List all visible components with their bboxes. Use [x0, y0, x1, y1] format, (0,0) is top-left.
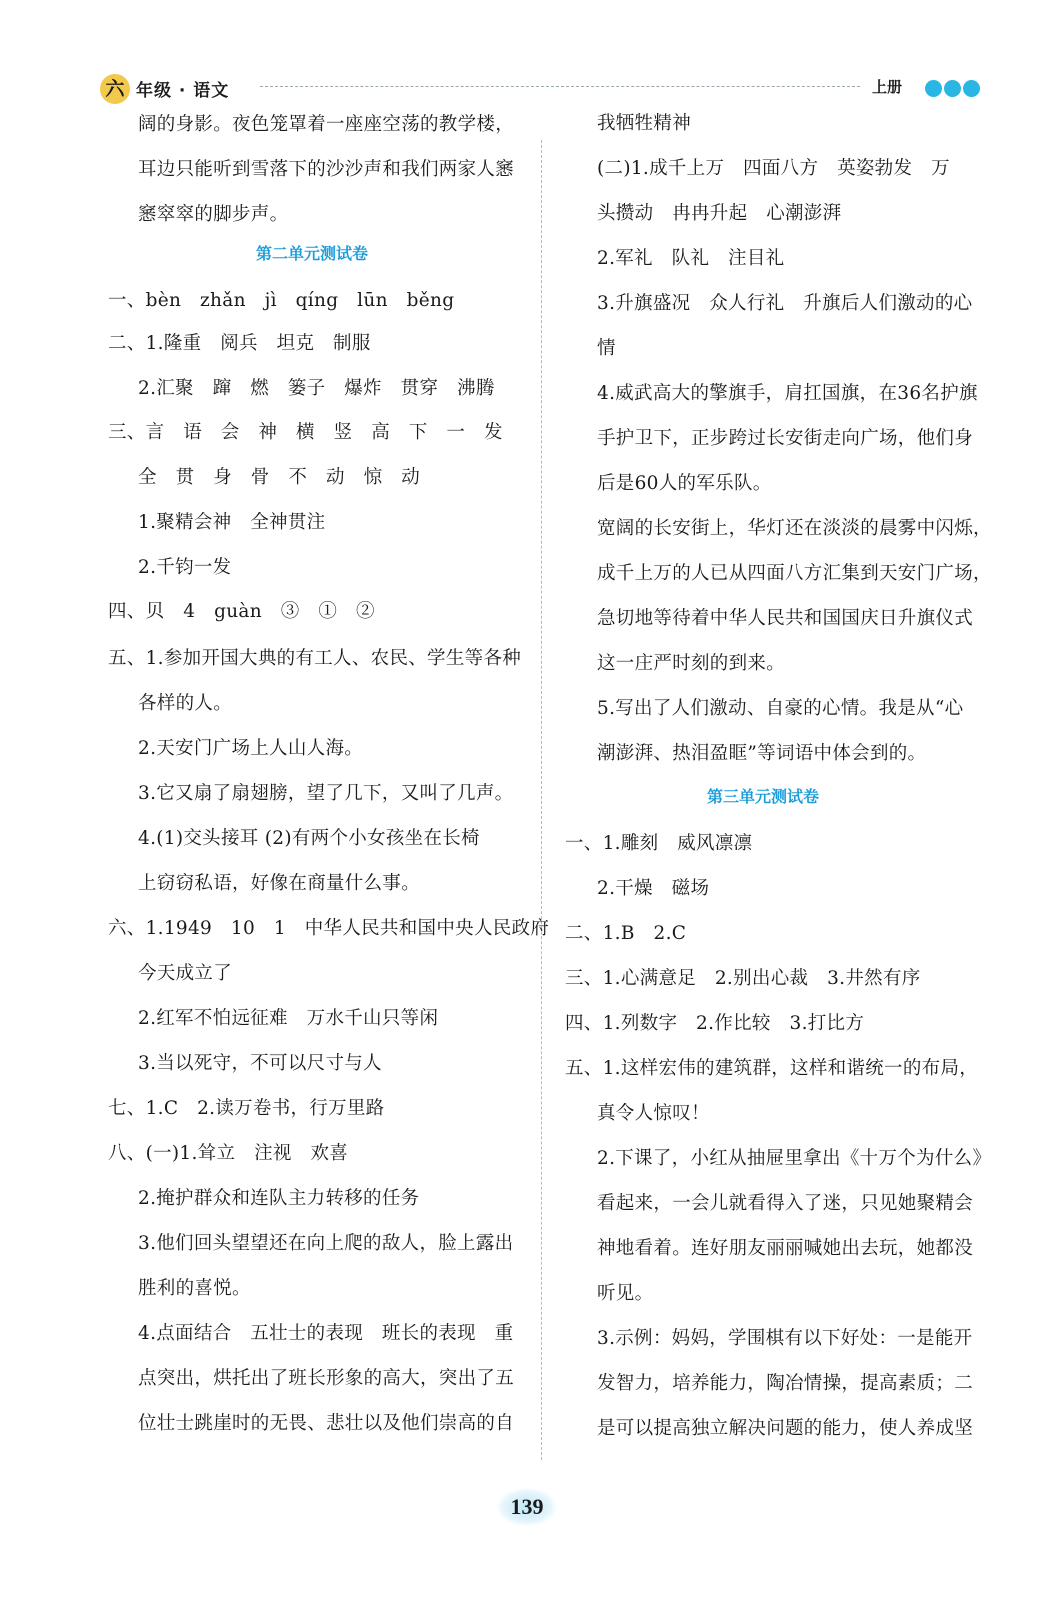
text-line: 4.点面结合 五壮士的表现 班长的表现 重 [138, 1323, 514, 1344]
text-line: 今天成立了 [138, 963, 233, 984]
text-line: 急切地等待着中华人民共和国国庆日升旗仪式 [597, 608, 974, 629]
text-line: 4.威武高大的擎旗手，肩扛国旗，在36名护旗 [597, 383, 978, 404]
text-line: 2.军礼 队礼 注目礼 [597, 248, 785, 269]
text-line: 是可以提高独立解决问题的能力，使人养成坚 [597, 1418, 974, 1439]
text-line: 八、(一)1.耸立 注视 欢喜 [108, 1143, 349, 1164]
text-line: 2.干燥 磁场 [597, 878, 710, 899]
section-title-unit3: 第三单元测试卷 [707, 787, 820, 806]
decorative-dots [925, 80, 980, 97]
text-line: 3.升旗盛况 众人行礼 升旗后人们激动的心 [597, 293, 973, 314]
text-line: 4.(1)交头接耳 (2)有两个小女孩坐在长椅 [138, 828, 480, 849]
text-line: 二、1.隆重 阅兵 坦克 制服 [108, 333, 371, 354]
text-line: 这一庄严时刻的到来。 [597, 653, 786, 674]
text-line: 五、1.这样宏伟的建筑群，这样和谐统一的布局， [565, 1058, 979, 1079]
text-line: 位壮士跳崖时的无畏、悲壮以及他们崇高的自 [138, 1413, 515, 1434]
text-line: 成千上万的人已从四面八方汇集到天安门广场， [597, 563, 992, 584]
text-line: 二、1.B 2.C [565, 923, 687, 944]
text-line: 情 [597, 338, 616, 359]
text-line: 点突出，烘托出了班长形象的高大，突出了五 [138, 1368, 515, 1389]
column-divider [541, 140, 542, 1460]
text-line: 头攒动 冉冉升起 心潮澎湃 [597, 203, 842, 224]
text-line: 1.聚精会神 全神贯注 [138, 512, 326, 533]
text-line: 3.示例：妈妈，学围棋有以下好处：一是能开 [597, 1328, 973, 1349]
text-line: 听见。 [597, 1283, 654, 1304]
text-line: 一、bèn zhǎn jì qíng lūn běng [108, 290, 455, 311]
text-line: 发智力，培养能力，陶冶情操，提高素质；二 [597, 1373, 974, 1394]
page-number: 139 [497, 1488, 557, 1526]
text-line: 三、1.心满意足 2.别出心裁 3.井然有序 [565, 968, 921, 989]
text-line: 3.当以死守，不可以尺寸与人 [138, 1053, 382, 1074]
text-line: 窸窣窣的脚步声。 [138, 204, 289, 225]
text-line: 潮澎湃、热泪盈眶”等词语中体会到的。 [597, 743, 927, 764]
text-line: 手护卫下，正步跨过长安街走向广场，他们身 [597, 428, 974, 449]
text-line: 神地看着。连好朋友丽丽喊她出去玩，她都没 [597, 1238, 974, 1259]
text-line: 七、1.C 2.读万卷书，行万里路 [108, 1098, 385, 1119]
text-line: 真令人惊叹！ [597, 1103, 710, 1124]
text-line: 3.他们回头望望还在向上爬的敌人，脸上露出 [138, 1233, 514, 1254]
text-line: 2.红军不怕远征难 万水千山只等闲 [138, 1008, 439, 1029]
text-line: 四、贝 4 guàn ③ ① ② [108, 601, 375, 622]
header-rule [260, 86, 860, 87]
text-line: 我牺牲精神 [597, 113, 692, 134]
text-line: 耳边只能听到雪落下的沙沙声和我们两家人窸 [138, 159, 515, 180]
text-line: 2.千钧一发 [138, 557, 232, 578]
text-line: 一、1.雕刻 威风凛凛 [565, 833, 753, 854]
grade-badge: 六 [100, 74, 130, 104]
grade-subject-label: 年级 · 语文 [136, 81, 230, 101]
text-line: 看起来，一会儿就看得入了迷，只见她聚精会 [597, 1193, 974, 1214]
text-line: 后是60人的军乐队。 [597, 473, 772, 494]
text-line: 2.汇聚 蹿 燃 篓子 爆炸 贯穿 沸腾 [138, 378, 495, 399]
section-title-unit2: 第二单元测试卷 [256, 244, 369, 263]
text-line: 2.掩护群众和连队主力转移的任务 [138, 1188, 420, 1209]
text-line: 全 贯 身 骨 不 动 惊 动 [138, 467, 421, 488]
text-line: 三、言 语 会 神 横 竖 高 下 一 发 [108, 422, 503, 443]
volume-label: 上册 [871, 78, 902, 96]
text-line: 胜利的喜悦。 [138, 1278, 251, 1299]
text-line: 2.下课了，小红从抽屉里拿出《十万个为什么》 [597, 1148, 992, 1169]
text-line: 上窃窃私语，好像在商量什么事。 [138, 873, 421, 894]
text-line: 四、1.列数字 2.作比较 3.打比方 [565, 1013, 865, 1034]
text-line: 宽阔的长安街上，华灯还在淡淡的晨雾中闪烁， [597, 518, 992, 539]
text-line: (二)1.成千上万 四面八方 英姿勃发 万 [597, 158, 950, 179]
text-line: 阔的身影。夜色笼罩着一座座空荡的教学楼， [138, 114, 515, 135]
page-header [100, 72, 990, 106]
text-line: 2.天安门广场上人山人海。 [138, 738, 364, 759]
text-line: 六、1.1949 10 1 中华人民共和国中央人民政府 [108, 918, 550, 939]
text-line: 五、1.参加开国大典的有工人、农民、学生等各种 [108, 648, 522, 669]
text-line: 各样的人。 [138, 693, 233, 714]
text-line: 5.写出了人们激动、自豪的心情。我是从“心 [597, 698, 964, 719]
text-line: 3.它又扇了扇翅膀，望了几下，又叫了几声。 [138, 783, 514, 804]
